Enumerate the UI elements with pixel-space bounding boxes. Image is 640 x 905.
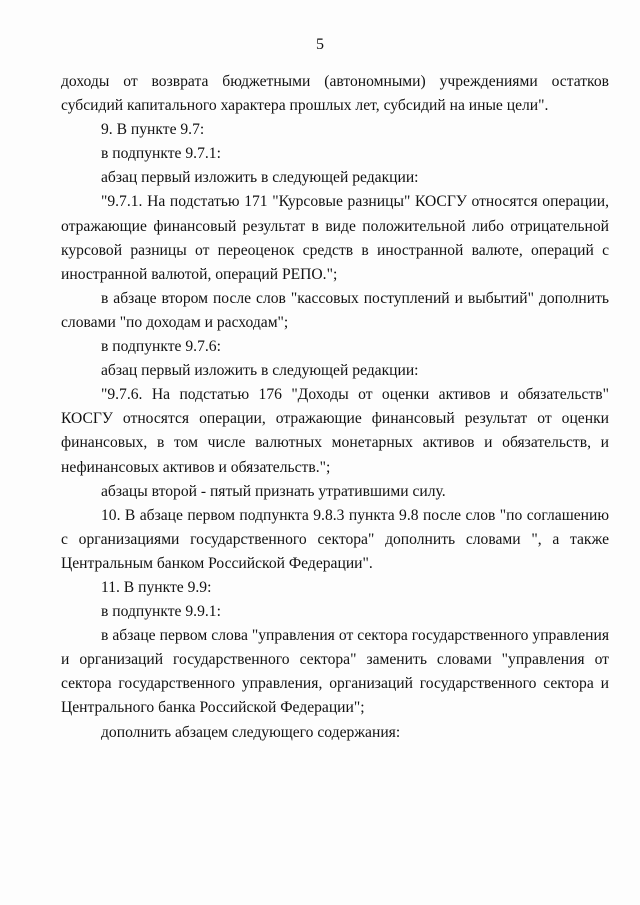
paragraph: 10. В абзаце первом подпункта 9.8.3 пункта 9.8 после слов "по соглашению с организациями государственного сектора" дополнить словами ", а также Центральным банком Российской Федерации".	[61, 506, 609, 572]
paragraph: в подпункте 9.7.1:	[101, 145, 221, 163]
paragraph: в абзаце первом слова "управления от сектора государственного управления и организаций государственного сектора" заменить словами "управления от сектора государственного управления, организаций государственного сектора и Центрального банка Российской Федерации";	[61, 627, 609, 717]
paragraph: абзацы второй - пятый признать утратившими силу.	[101, 482, 446, 500]
paragraph: абзац первый изложить в следующей редакции:	[101, 362, 419, 380]
document-body	[61, 70, 609, 745]
paragraph: "9.7.1. На подстатью 171 "Курсовые разницы" КОСГУ относятся операции, отражающие финансовый результат в виде положительной либо отрицательной курсовой разницы от переоценок средств в иностранной валюте, операций с иностранной валютой, операций РЕПО.";	[61, 193, 609, 283]
paragraph: в подпункте 9.7.6:	[101, 338, 221, 356]
paragraph: 11. В пункте 9.9:	[101, 578, 212, 596]
paragraph: 9. В пункте 9.7:	[101, 121, 205, 139]
paragraph: в подпункте 9.9.1:	[101, 603, 221, 621]
paragraph: абзац первый изложить в следующей редакции:	[101, 169, 419, 187]
page-number: 5	[316, 36, 324, 53]
paragraph: доходы от возврата бюджетными (автономными) учреждениями остатков субсидий капитального характера прошлых лет, субсидий на иные цели".	[61, 73, 609, 115]
paragraph: в абзаце втором после слов "кассовых поступлений и выбытий" дополнить словами "по доходам и расходам";	[61, 289, 609, 331]
paragraph: "9.7.6. На подстатью 176 "Доходы от оценки активов и обязательств" КОСГУ относятся операции, отражающие финансовый результат от оценки финансовых, в том числе валютных монетарных активов и обязательств, и нефинансовых активов и обязательств.";	[61, 386, 609, 476]
paragraph: дополнить абзацем следующего содержания:	[101, 723, 401, 741]
